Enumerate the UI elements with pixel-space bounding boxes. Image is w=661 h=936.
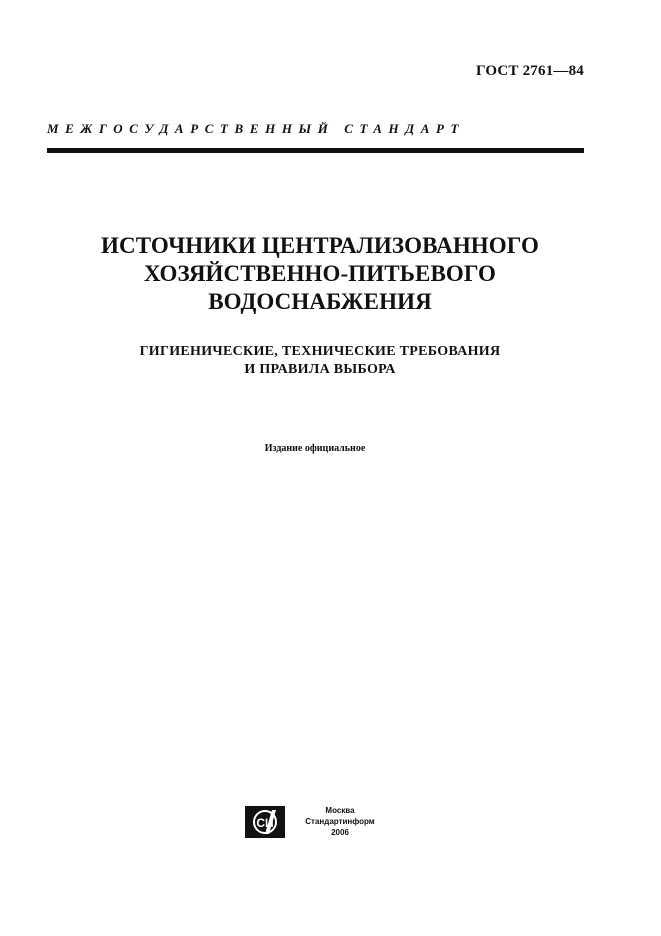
header-rule <box>47 148 584 153</box>
publisher-logo-text: СИ <box>256 816 274 830</box>
title-line: ИСТОЧНИКИ ЦЕНТРАЛИЗОВАННОГО <box>101 233 539 258</box>
document-subtitle <box>60 343 580 379</box>
document-code: ГОСТ 2761—84 <box>475 63 584 79</box>
standard-type-heading: МЕЖГОСУДАРСТВЕННЫЙ СТАНДАРТ <box>47 121 466 136</box>
publisher-city: Москва <box>325 806 355 815</box>
publisher-logo-icon <box>245 806 285 838</box>
title-line: ХОЗЯЙСТВЕННО-ПИТЬЕВОГО <box>143 261 497 286</box>
title-line: ВОДОСНАБЖЕНИЯ <box>208 289 432 314</box>
publisher-imprint <box>295 805 385 838</box>
subtitle-line: И ПРАВИЛА ВЫБОРА <box>244 362 396 377</box>
publisher-year: 2006 <box>331 828 349 837</box>
document-title <box>60 232 580 316</box>
publisher-name: Стандартинформ <box>305 817 375 826</box>
subtitle-line: ГИГИЕНИЧЕСКИЕ, ТЕХНИЧЕСКИЕ ТРЕБОВАНИЯ <box>139 344 501 359</box>
edition-label: Издание официальное <box>264 443 366 454</box>
